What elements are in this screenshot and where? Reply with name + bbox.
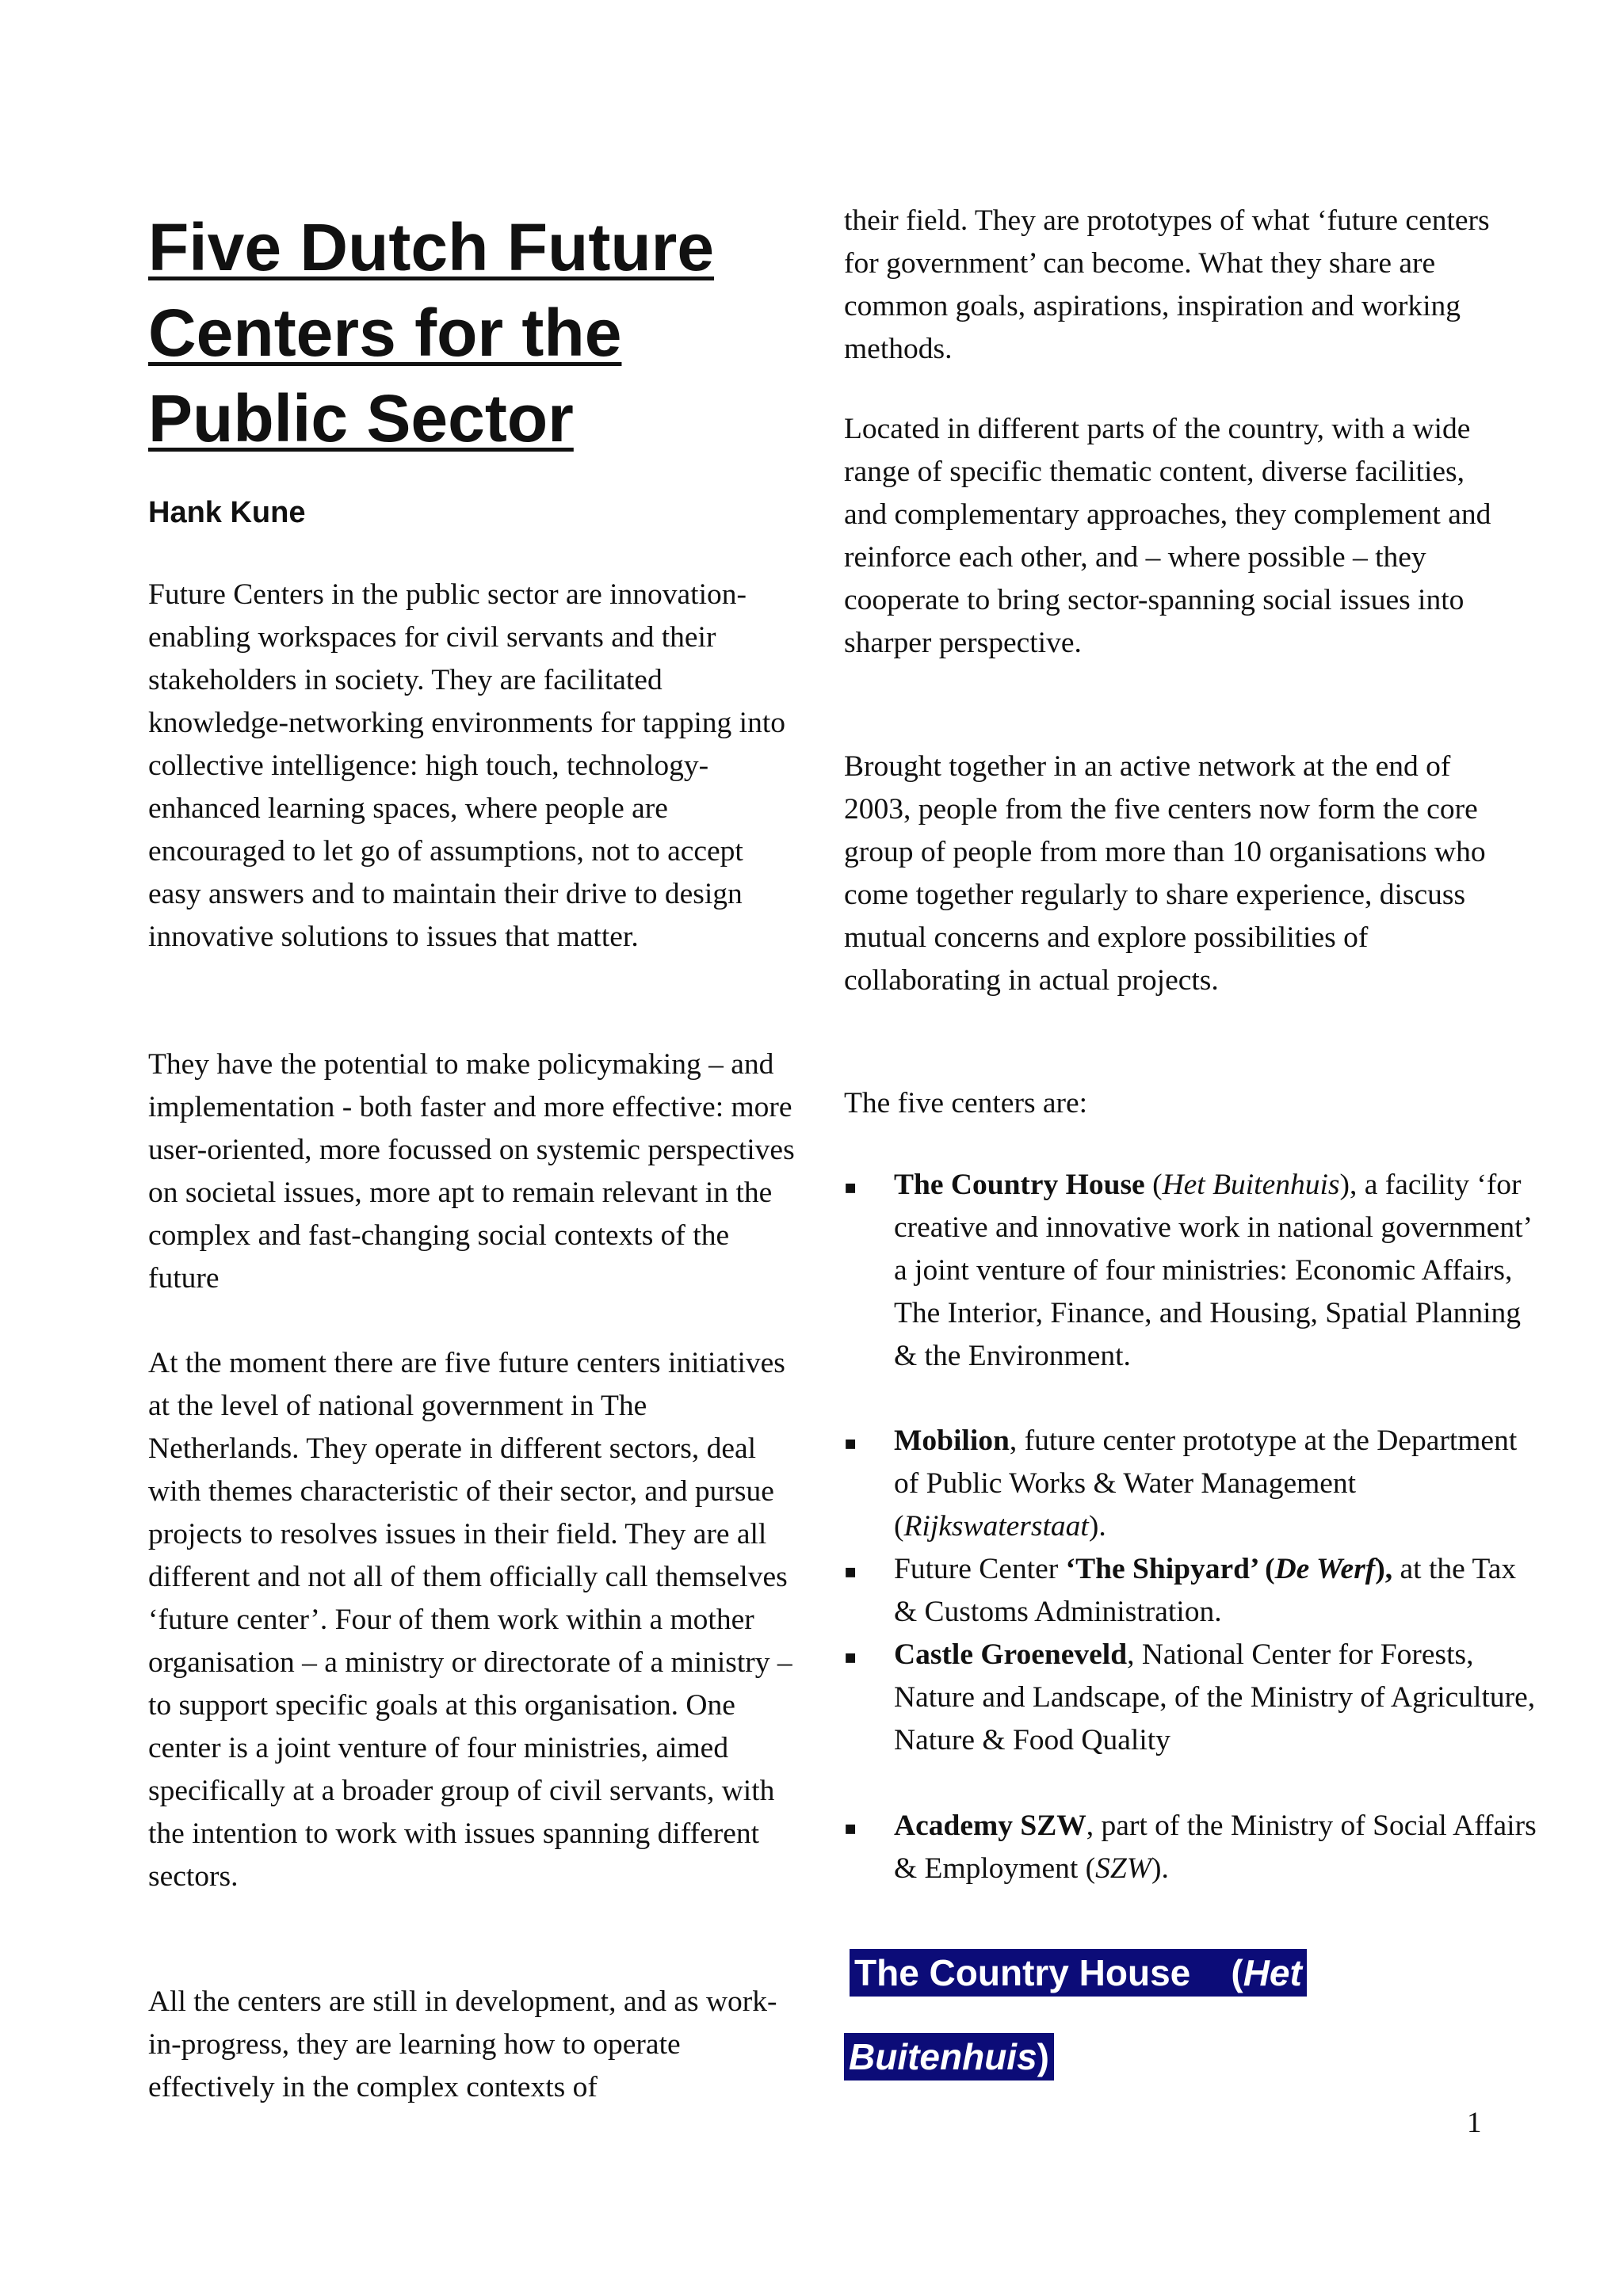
left-paragraph-1: Future Centers in the public sector are innovation-enabling workspaces for civil servants and their stakeholders in society. They are facilitated knowledge-networking environments for tapping into collective intelligence: high touch, technology-enhanced learning spaces, where people are encouraged to let go of assumptions, not to accept easy answers and to maintain their drive to design innovative solutions to issues that matter. xyxy=(148,578,785,953)
left-paragraph-4: All the centers are still in development, and as work-in-progress, they are learning how to operate effectively in the complex contexts of xyxy=(148,1985,777,2103)
list-item-text: The Country House (Het Buitenhuis), a facility ‘for creative and innovative work in national government’ a joint venture of four ministries: Economic Affairs, The Interior, Finance, and Housing, Spatial Planning & the Environment. xyxy=(894,1169,1531,1372)
title-line-3: Public Sector xyxy=(148,381,574,456)
bullet-icon: ▪ xyxy=(844,1646,857,1668)
left-paragraph-2: They have the potential to make policymaking – and implementation - both faster and more effective: more user-oriented, more focussed on systemic perspectives on societal issues, more apt to remain relevant in the complex and fast-changing social contexts of the future xyxy=(148,1048,795,1295)
section-heading-line-2: Buitenhuis) xyxy=(844,2033,1054,2081)
right-paragraph-1: their field. They are prototypes of what ‘future centers for government’ can become. What they share are common goals, aspirations, inspiration and working methods. xyxy=(844,204,1490,365)
list-item-text: Mobilion, future center prototype at the Department of Public Works & Water Management (Rijkswaterstaat). xyxy=(894,1425,1518,1543)
list-item-text: Academy SZW, part of the Ministry of Social Affairs & Employment (SZW). xyxy=(894,1810,1537,1885)
right-paragraph-2: Located in different parts of the country, with a wide range of specific thematic content, diverse facilities, and complementary approaches, they complement and reinforce each other, and – where possible – they cooperate to bring sector-spanning social issues into sharper perspective. xyxy=(844,413,1491,659)
author-name: Hank Kune xyxy=(148,496,306,529)
right-paragraph-4: The five centers are: xyxy=(844,1087,1088,1119)
bullet-icon: ▪ xyxy=(844,1817,857,1839)
bullet-icon: ▪ xyxy=(844,1560,857,1582)
page-number: 1 xyxy=(1467,2107,1482,2139)
section-heading-line-1: The Country House (Het xyxy=(850,1949,1307,1997)
left-paragraph-3: At the moment there are five future centers initiatives at the level of national government in The Netherlands. They operate in different sectors, deal with themes characteristic of their sector, and pursue projects to resolves issues in their field. They are all different and not all of them officially call themselves ‘future center’. Four of them work within a mother organisation – a ministry or directorate of a ministry – to support specific goals at this organisation. One center is a joint venture of four ministries, aimed specifically at a broader group of civil servants, with the intention to work with issues spanning different sectors. xyxy=(148,1347,792,1893)
title-line-1: Five Dutch Future xyxy=(148,210,715,284)
list-item-text: Castle Groeneveld, National Center for Forests, Nature and Landscape, of the Ministry of Agriculture, Nature & Food Quality xyxy=(894,1638,1536,1756)
bullet-icon: ▪ xyxy=(844,1176,857,1198)
title-line-2: Centers for the xyxy=(148,296,622,370)
right-paragraph-3: Brought together in an active network at the end of 2003, people from the five centers now form the core group of people from more than 10 organisations who come together regularly to share experience, discuss mutual concerns and explore possibilities of collaborating in actual projects. xyxy=(844,750,1486,997)
list-item-text: Future Center ‘The Shipyard’ (De Werf), at the Tax & Customs Administration. xyxy=(894,1553,1517,1628)
page-title xyxy=(148,204,798,461)
bullet-icon: ▪ xyxy=(844,1432,857,1454)
